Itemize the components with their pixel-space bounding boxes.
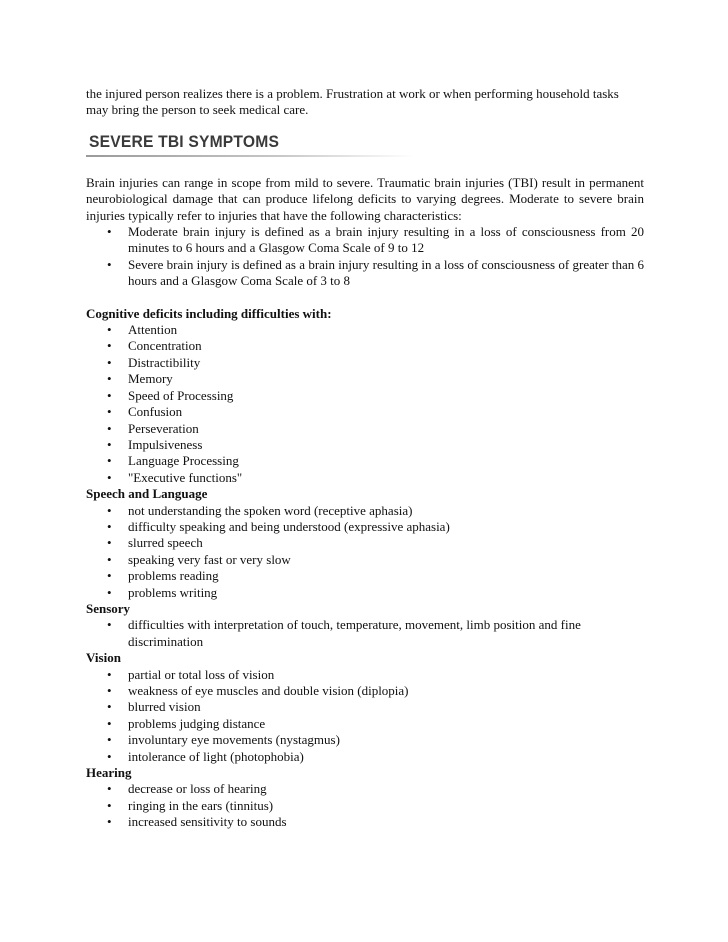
bullet-icon: • [107, 699, 112, 715]
symptom-list [86, 503, 644, 601]
body-paragraph: Brain injuries can range in scope from mild to severe. Traumatic brain injuries (TBI) result in permanent neurobiological damage that can produce lifelong deficits to varying degrees. Moderate to severe brain injuries typically refer to injuries that have the following characteristics: [86, 174, 644, 223]
symptom-list [86, 617, 644, 650]
list-item-text: Speed of Processing [128, 387, 234, 403]
list-item-text: partial or total loss of vision [128, 666, 275, 682]
list-item [86, 716, 644, 732]
list-item-text: ringing in the ears (tinnitus) [128, 797, 274, 813]
list-item-text: Impulsiveness [128, 436, 203, 452]
bullet-icon: • [107, 732, 112, 748]
list-item-text: blurred vision [128, 699, 201, 715]
list-item-text: not understanding the spoken word (receptive aphasia) [128, 502, 413, 518]
list-item [86, 552, 644, 568]
list-item-text: problems reading [128, 568, 219, 584]
bullet-icon: • [107, 551, 112, 567]
list-item [86, 568, 644, 584]
section-heading-block [86, 130, 644, 160]
list-item [86, 437, 644, 453]
bullet-icon: • [107, 617, 112, 633]
bullet-icon: • [107, 683, 112, 698]
list-item-text: "Executive functions" [128, 469, 243, 485]
list-item [86, 683, 644, 699]
bullet-icon: • [107, 502, 112, 518]
list-item [86, 519, 644, 535]
list-item [86, 404, 644, 420]
bullet-icon: • [107, 436, 112, 452]
list-item-text: Confusion [128, 404, 183, 420]
bullet-icon: • [107, 814, 112, 830]
list-item-text: slurred speech [128, 535, 203, 551]
list-item [86, 371, 644, 387]
section-heading: SEVERE TBI SYMPTOMS [89, 131, 280, 151]
symptom-sections [86, 306, 644, 831]
bullet-icon: • [107, 404, 112, 420]
bullet-icon: • [107, 338, 112, 354]
bullet-icon: • [107, 469, 112, 485]
bullet-icon: • [107, 535, 112, 551]
symptom-list [86, 781, 644, 830]
list-item-text: Severe brain injury is defined as a brain injury resulting in a loss of consciousness of greater than 6 hours and a Glasgow Coma Scale of 3 to 8 [128, 256, 644, 289]
bullet-icon: • [107, 453, 112, 469]
bullet-icon: • [107, 568, 112, 584]
list-item-text: problems judging distance [128, 715, 266, 731]
symptom-list [86, 322, 644, 486]
list-item [86, 798, 644, 814]
bullet-icon: • [107, 387, 112, 403]
document-page [86, 86, 644, 831]
list-item [86, 355, 644, 371]
section-title: Vision [86, 650, 121, 666]
list-item [86, 503, 644, 519]
list-item-text: Language Processing [128, 453, 239, 469]
list-item [86, 257, 644, 290]
list-item-text: Distractibility [128, 354, 201, 370]
list-item-text: Memory [128, 371, 173, 387]
list-item-text: speaking very fast or very slow [128, 551, 291, 567]
bullet-icon: • [107, 715, 112, 731]
bullet-icon: • [107, 420, 112, 436]
list-item-text: difficulty speaking and being understood (expressive aphasia) [128, 518, 450, 534]
list-item-text: Attention [128, 322, 178, 338]
bullet-icon: • [107, 797, 112, 813]
symptom-list [86, 667, 644, 765]
section-title: Cognitive deficits including difficulties with: [86, 305, 332, 321]
list-item [86, 338, 644, 354]
list-item-text: decrease or loss of hearing [128, 781, 267, 797]
section-title: Speech and Language [86, 486, 208, 502]
characteristics-list [86, 224, 644, 290]
heading-underline-rule [86, 155, 414, 157]
section-title: Hearing [86, 765, 132, 781]
list-item-text: increased sensitivity to sounds [128, 814, 287, 830]
list-item [86, 535, 644, 551]
bullet-icon: • [107, 224, 112, 240]
bullet-icon: • [107, 371, 112, 387]
bullet-icon: • [107, 584, 112, 600]
list-item [86, 470, 644, 486]
list-item-text: intolerance of light (photophobia) [128, 748, 304, 764]
list-item [86, 585, 644, 601]
list-item [86, 732, 644, 748]
bullet-icon: • [107, 256, 112, 272]
section-title: Sensory [86, 600, 131, 616]
list-item [86, 749, 644, 765]
list-item [86, 388, 644, 404]
list-item [86, 781, 644, 797]
list-item [86, 224, 644, 257]
list-item [86, 814, 644, 830]
list-item [86, 421, 644, 437]
list-item [86, 453, 644, 469]
list-item-text: Concentration [128, 338, 202, 354]
bullet-icon: • [107, 518, 112, 534]
list-item-text: Perseveration [128, 420, 199, 436]
list-item-text: problems writing [128, 584, 218, 600]
intro-paragraph: the injured person realizes there is a problem. Frustration at work or when performing household tasks may bring the person to seek medical care. [86, 86, 619, 118]
list-item-text: involuntary eye movements (nystagmus) [128, 732, 340, 748]
bullet-icon: • [107, 322, 112, 338]
list-item [86, 667, 644, 683]
list-item [86, 617, 644, 650]
list-item-text: weakness of eye muscles and double vision (diplopia) [128, 683, 409, 698]
bullet-icon: • [107, 666, 112, 682]
bullet-icon: • [107, 354, 112, 370]
list-item-text: Moderate brain injury is defined as a brain injury resulting in a loss of consciousness from 20 minutes to 6 hours and a Glasgow Coma Scale of 9 to 12 [128, 224, 644, 256]
spacer [86, 290, 644, 306]
bullet-icon: • [107, 781, 112, 797]
list-item-text: difficulties with interpretation of touch, temperature, movement, limb position and fine discrimination [128, 617, 581, 649]
list-item [86, 322, 644, 338]
list-item [86, 699, 644, 715]
bullet-icon: • [107, 748, 112, 764]
